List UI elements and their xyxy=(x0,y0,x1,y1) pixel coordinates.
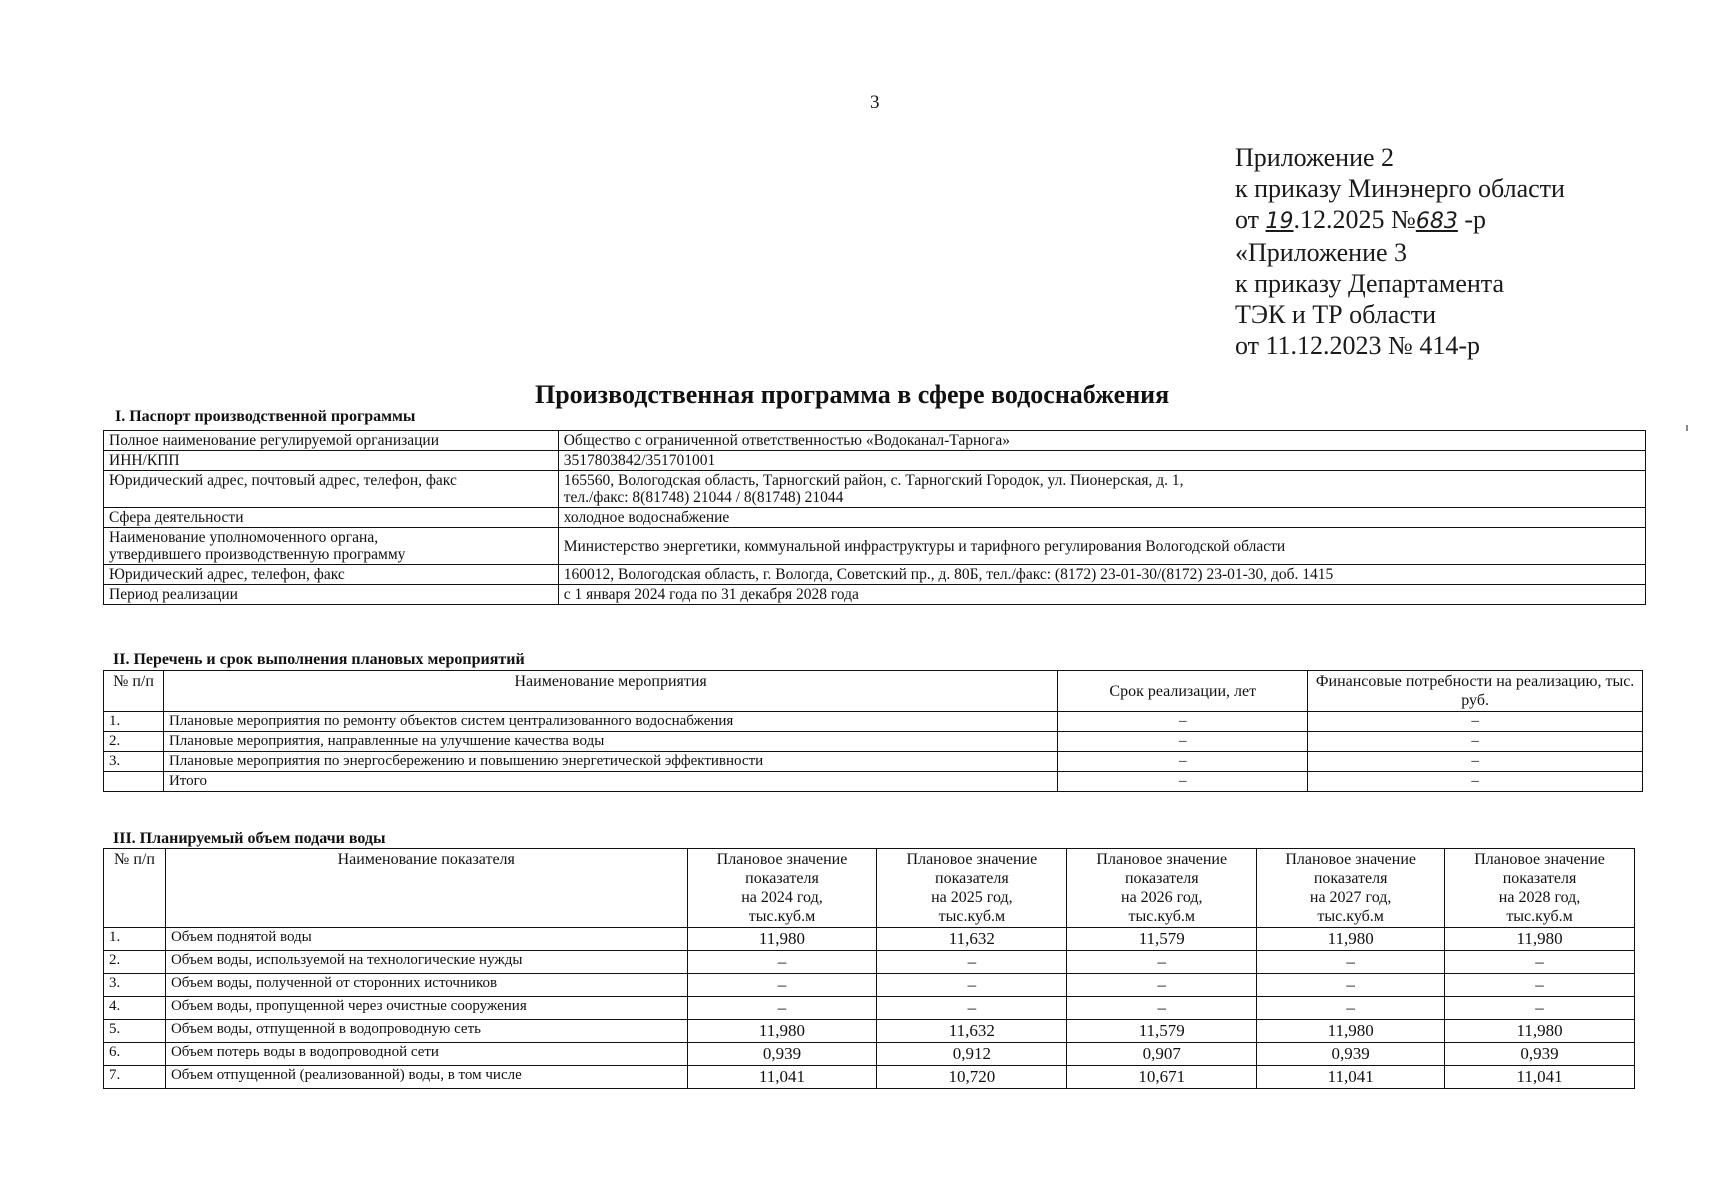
header-line: Плановое значение xyxy=(716,851,848,868)
cell-num xyxy=(104,772,164,792)
row-value: Общество с ограниченной ответственностью «Водоканал-Тарнога» xyxy=(558,431,1645,451)
appendix-line: ТЭК и ТР области xyxy=(1235,300,1437,329)
row-value: Министерство энергетики, коммунальной инфраструктуры и тарифного регулирования Вологодской области xyxy=(558,528,1645,565)
cell-value: 11,980 xyxy=(1257,1020,1445,1043)
appendix-date: .12.2025 № xyxy=(1293,205,1416,234)
cell-name: Объем воды, полученной от сторонних источников xyxy=(165,974,687,997)
label-line: утвердившего производственную программу xyxy=(109,546,406,563)
header-line: на 2027 год, xyxy=(1309,889,1392,906)
label-line: Наименование уполномоченного органа, xyxy=(109,529,379,546)
col-header-year xyxy=(1445,849,1635,928)
header-line: показателя xyxy=(745,870,819,887)
header-line: тыс.куб.м xyxy=(748,908,816,925)
cell-value: – xyxy=(1067,951,1257,974)
cell-value: 0,912 xyxy=(877,1043,1067,1066)
header-line: Плановое значение xyxy=(1096,851,1228,868)
cell-value: 11,980 xyxy=(687,928,877,951)
cell-value: 11,980 xyxy=(1257,928,1445,951)
header-line: Плановое значение xyxy=(906,851,1038,868)
cell-num: 2. xyxy=(104,732,164,752)
table-row xyxy=(104,752,1643,772)
table-header-row xyxy=(104,671,1643,712)
table-header-row xyxy=(104,849,1635,928)
cell-value: 11,980 xyxy=(1445,928,1635,951)
col-header-year xyxy=(1067,849,1257,928)
cell-value: – xyxy=(1257,974,1445,997)
cell-finance: – xyxy=(1308,712,1643,732)
header-line: на 2025 год, xyxy=(931,889,1013,906)
cell-name: Объем отпущенной (реализованной) воды, в том числе xyxy=(165,1066,687,1089)
col-header-year xyxy=(1257,849,1445,928)
row-label: Юридический адрес, телефон, факс xyxy=(104,565,559,585)
section3-title: III. Планируемый объем подачи воды xyxy=(113,830,386,847)
header-line: Плановое значение xyxy=(1474,851,1605,868)
row-label: Период реализации xyxy=(104,585,559,605)
cell-value: – xyxy=(1445,997,1635,1020)
row-value: 160012, Вологодская область, г. Вологда, Советский пр., д. 80Б, тел./факс: (8172) 23-01-30/(8172) 23-01-30, доб. 1415 xyxy=(558,565,1645,585)
header-line: показателя xyxy=(1313,870,1388,887)
cell-num: 1. xyxy=(104,928,166,951)
handwritten-day: 19 xyxy=(1265,209,1294,234)
header-line: на 2026 год, xyxy=(1121,889,1203,906)
col-header-year xyxy=(687,849,877,928)
row-label xyxy=(104,528,559,565)
appendix-suffix: -р xyxy=(1457,205,1487,234)
cell-num: 4. xyxy=(104,997,166,1020)
water-volume-table xyxy=(103,848,1635,1089)
row-label: Полное наименование регулируемой организации xyxy=(104,431,559,451)
header-line: тыс.куб.м xyxy=(1317,908,1384,925)
header-line: тыс.куб.м xyxy=(1506,908,1573,925)
appendix-line: к приказу Минэнерго области xyxy=(1235,174,1565,203)
cell-num: 1. xyxy=(104,712,164,732)
cell-name: Объем воды, отпущенной в водопроводную сеть xyxy=(165,1020,687,1043)
col-header-num: № п/п xyxy=(104,671,164,712)
appendix-line: от 11.12.2023 № 414-р xyxy=(1235,331,1481,360)
appendix-prefix: от xyxy=(1235,205,1266,234)
header-line: показателя xyxy=(1502,870,1577,887)
measures-table xyxy=(103,670,1643,792)
col-header-year xyxy=(877,849,1067,928)
cell-value: – xyxy=(1067,997,1257,1020)
cell-value: 0,939 xyxy=(687,1043,877,1066)
table-row xyxy=(104,1020,1635,1043)
cell-value: – xyxy=(687,974,877,997)
table-row xyxy=(104,732,1643,752)
cell-name: Объем потерь воды в водопроводной сети xyxy=(165,1043,687,1066)
cell-value: – xyxy=(1445,974,1635,997)
section2-title: II. Перечень и срок выполнения плановых мероприятий xyxy=(113,651,525,668)
header-line: на 2024 год, xyxy=(741,889,823,906)
table-row xyxy=(104,431,1646,451)
row-value: с 1 января 2024 года по 31 декабря 2028 года xyxy=(558,585,1645,605)
cell-num: 3. xyxy=(104,974,166,997)
cell-term: – xyxy=(1058,732,1308,752)
row-value: холодное водоснабжение xyxy=(558,508,1645,528)
row-label: ИНН/КПП xyxy=(104,451,559,471)
cell-term: – xyxy=(1058,712,1308,732)
cell-name: Объем поднятой воды xyxy=(165,928,687,951)
table-row xyxy=(104,997,1635,1020)
cell-value: 11,632 xyxy=(877,928,1067,951)
cell-num: 5. xyxy=(104,1020,166,1043)
cell-name: Объем воды, пропущенной через очистные сооружения xyxy=(165,997,687,1020)
col-header-name: Наименование показателя xyxy=(165,849,687,928)
row-label: Юридический адрес, почтовый адрес, телефон, факс xyxy=(104,471,559,508)
cell-name: Плановые мероприятия по энергосбережению и повышению энергетической эффективности xyxy=(163,752,1057,772)
cell-value: 11,632 xyxy=(877,1020,1067,1043)
cell-value: – xyxy=(1067,974,1257,997)
table-row xyxy=(104,1066,1635,1089)
table-row xyxy=(104,565,1646,585)
appendix-line: «Приложение 3 xyxy=(1235,238,1408,267)
row-label: Сфера деятельности xyxy=(104,508,559,528)
appendix-header xyxy=(1235,142,1565,361)
address-line: 165560, Вологодская область, Тарногский район, с. Тарногский Городок, ул. Пионерская, д. 1, xyxy=(563,472,1184,489)
table-row xyxy=(104,528,1646,565)
cell-value: 11,041 xyxy=(1445,1066,1635,1089)
table-row xyxy=(104,508,1646,528)
cell-value: – xyxy=(687,997,877,1020)
handwritten-order-number: 683 xyxy=(1415,209,1458,234)
col-header-finance: Финансовые потребности на реализацию, тыс. руб. xyxy=(1308,671,1643,712)
header-line: тыс.куб.м xyxy=(1128,908,1195,925)
table-row xyxy=(104,928,1635,951)
cell-value: – xyxy=(1257,951,1445,974)
cell-finance: – xyxy=(1308,752,1643,772)
table-row xyxy=(104,712,1643,732)
header-line: тыс.куб.м xyxy=(938,908,1006,925)
col-header-term: Срок реализации, лет xyxy=(1058,671,1308,712)
col-header-num: № п/п xyxy=(104,849,166,928)
document-title: Производственная программа в сфере водоснабжения xyxy=(535,380,1170,409)
cell-value: – xyxy=(877,974,1067,997)
table-row xyxy=(104,585,1646,605)
table-row xyxy=(104,451,1646,471)
phone-line: тел./факс: 8(81748) 21044 / 8(81748) 21044 xyxy=(563,489,844,506)
section1-title: I. Паспорт производственной программы xyxy=(115,408,416,425)
cell-name: Плановые мероприятия по ремонту объектов систем централизованного водоснабжения xyxy=(163,712,1057,732)
cell-value: 10,720 xyxy=(877,1066,1067,1089)
row-value: 3517803842/351701001 xyxy=(558,451,1645,471)
appendix-line: Приложение 2 xyxy=(1235,143,1395,172)
cell-value: 0,939 xyxy=(1257,1043,1445,1066)
cell-finance: – xyxy=(1308,772,1643,792)
table-row xyxy=(104,471,1646,508)
cell-value: – xyxy=(877,951,1067,974)
cell-finance: – xyxy=(1308,732,1643,752)
cell-term: – xyxy=(1058,772,1308,792)
cell-value: 11,579 xyxy=(1067,928,1257,951)
row-value xyxy=(558,471,1645,508)
appendix-order-line xyxy=(1235,204,1565,237)
cell-value: – xyxy=(1445,951,1635,974)
cell-name: Итого xyxy=(163,772,1057,792)
table-row xyxy=(104,1043,1635,1066)
header-line: на 2028 год, xyxy=(1498,889,1581,906)
cell-value: 0,939 xyxy=(1445,1043,1635,1066)
header-line: показателя xyxy=(1124,870,1199,887)
cell-value: 11,041 xyxy=(1257,1066,1445,1089)
cell-name: Объем воды, используемой на технологические нужды xyxy=(165,951,687,974)
page-number: 3 xyxy=(870,92,880,113)
passport-table xyxy=(103,430,1646,605)
cell-name: Плановые мероприятия, направленные на улучшение качества воды xyxy=(163,732,1057,752)
scan-mark xyxy=(1686,425,1688,431)
header-line: Плановое значение xyxy=(1285,851,1416,868)
cell-value: 10,671 xyxy=(1067,1066,1257,1089)
cell-value: 11,980 xyxy=(687,1020,877,1043)
cell-value: 11,041 xyxy=(687,1066,877,1089)
cell-term: – xyxy=(1058,752,1308,772)
cell-num: 7. xyxy=(104,1066,166,1089)
cell-num: 2. xyxy=(104,951,166,974)
header-line: показателя xyxy=(935,870,1009,887)
table-row xyxy=(104,772,1643,792)
cell-num: 6. xyxy=(104,1043,166,1066)
cell-value: 0,907 xyxy=(1067,1043,1257,1066)
appendix-line: к приказу Департамента xyxy=(1235,269,1505,298)
table-row xyxy=(104,951,1635,974)
col-header-name: Наименование мероприятия xyxy=(163,671,1057,712)
cell-value: – xyxy=(877,997,1067,1020)
cell-value: 11,980 xyxy=(1445,1020,1635,1043)
cell-value: 11,579 xyxy=(1067,1020,1257,1043)
cell-value: – xyxy=(687,951,877,974)
table-row xyxy=(104,974,1635,997)
cell-value: – xyxy=(1257,997,1445,1020)
cell-num: 3. xyxy=(104,752,164,772)
